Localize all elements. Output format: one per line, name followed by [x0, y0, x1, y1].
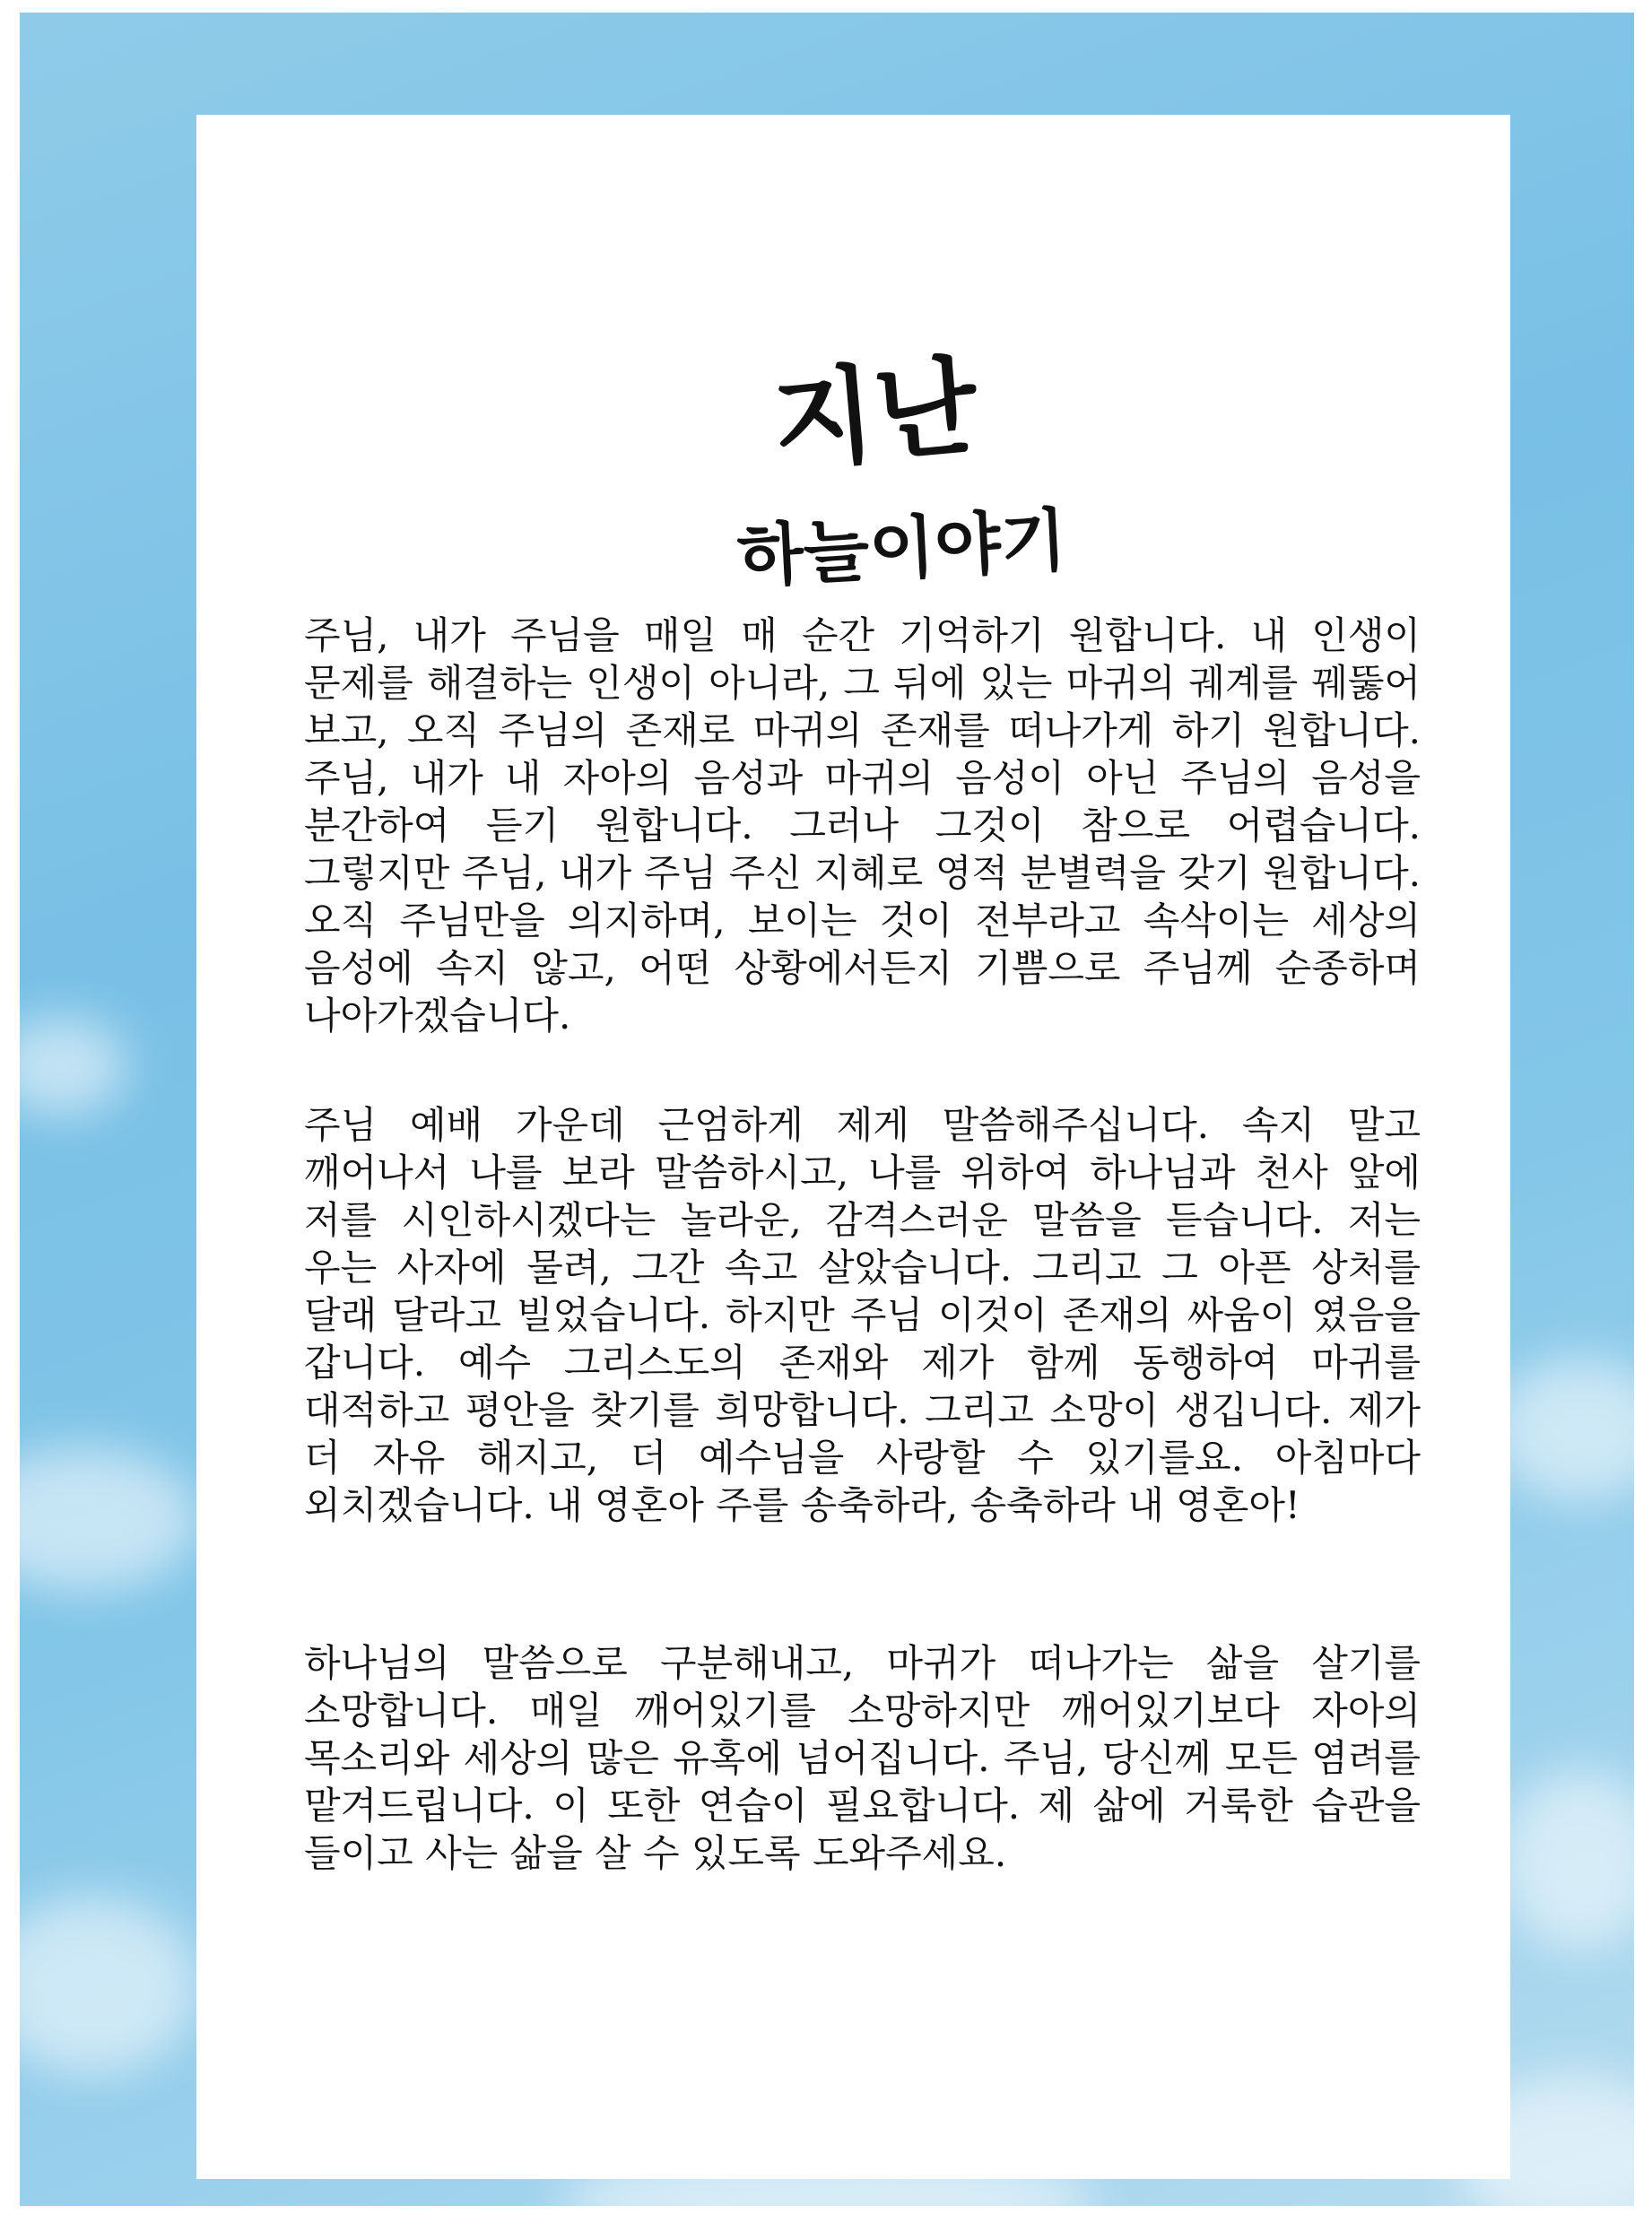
paragraph-1: 주님, 내가 주님을 매일 매 순간 기억하기 원합니다. 내 인생이 문제를 해결하는 인생이 아니라, 그 뒤에 있는 마귀의 궤계를 꿰뚫어 보고, 오직 주님의 존재로 마귀의 존재를 떠나가게 하기 원합니다. 주님, 내가 내 자아의 음성과 마귀의 음성이 아닌 주님의 음성을 분간하여 듣기 원합니다. 그러나 그것이 참으로 어렵습니다. 그렇지만 주님, 내가 주님 주신 지혜로 영적 분별력을 갖기 원합니다. 오직 주님만을 의지하며, 보이는 것이 전부라고 속삭이는 세상의 음성에 속지 않고, 어떤 상황에서든지 기쁨으로 주님께 순종하며 나아가겠습니다.	[304, 613, 1421, 1038]
title-line1: 지난	[767, 343, 983, 485]
cloud	[1500, 1770, 1634, 1949]
cloud	[20, 1896, 199, 2075]
cloud	[20, 1447, 199, 1591]
paragraph-2: 주님 예배 가운데 근엄하게 제게 말씀해주십니다. 속지 말고 깨어나서 나를 보라 말씀하시고, 나를 위하여 하나님과 천사 앞에 저를 시인하시겠다는 놀라운, 감격스러운 말씀을 듣습니다. 저는 우는 사자에 물려, 그간 속고 살았습니다. 그리고 그 아픈 상처를 달래 달라고 빌었습니다. 하지만 주님 이것이 존재의 싸움이 였음을 갑니다. 예수 그리스도의 존재와 제가 함께 동행하여 마귀를 대적하고 평안을 찾기를 희망합니다. 그리고 소망이 생깁니다. 제가 더 자유 해지고, 더 예수님을 사랑할 수 있기를요. 아침마다 외치겠습니다. 내 영혼아 주를 송축하라, 송축하라 내 영혼아!	[304, 1103, 1421, 1527]
paper-sheet	[196, 115, 1510, 2179]
paragraph-3: 하나님의 말씀으로 구분해내고, 마귀가 떠나가는 삶을 살기를 소망합니다. 매일 깨어있기를 소망하지만 깨어있기보다 자아의 목소리와 세상의 많은 유혹에 넘어집니다. 주님, 당신께 모든 염려를 맡겨드립니다. 이 또한 연습이 필요합니다. 제 삶에 거룩한 습관을 들이고 사는 삶을 살 수 있도록 도와주세요.	[304, 1641, 1421, 1875]
calligraphy-title-art	[737, 330, 1060, 608]
cloud	[20, 1017, 127, 1116]
calligraphy-title	[737, 330, 1060, 608]
title-line2: 하늘이야기	[737, 499, 1060, 597]
cloud	[1491, 1358, 1634, 1501]
